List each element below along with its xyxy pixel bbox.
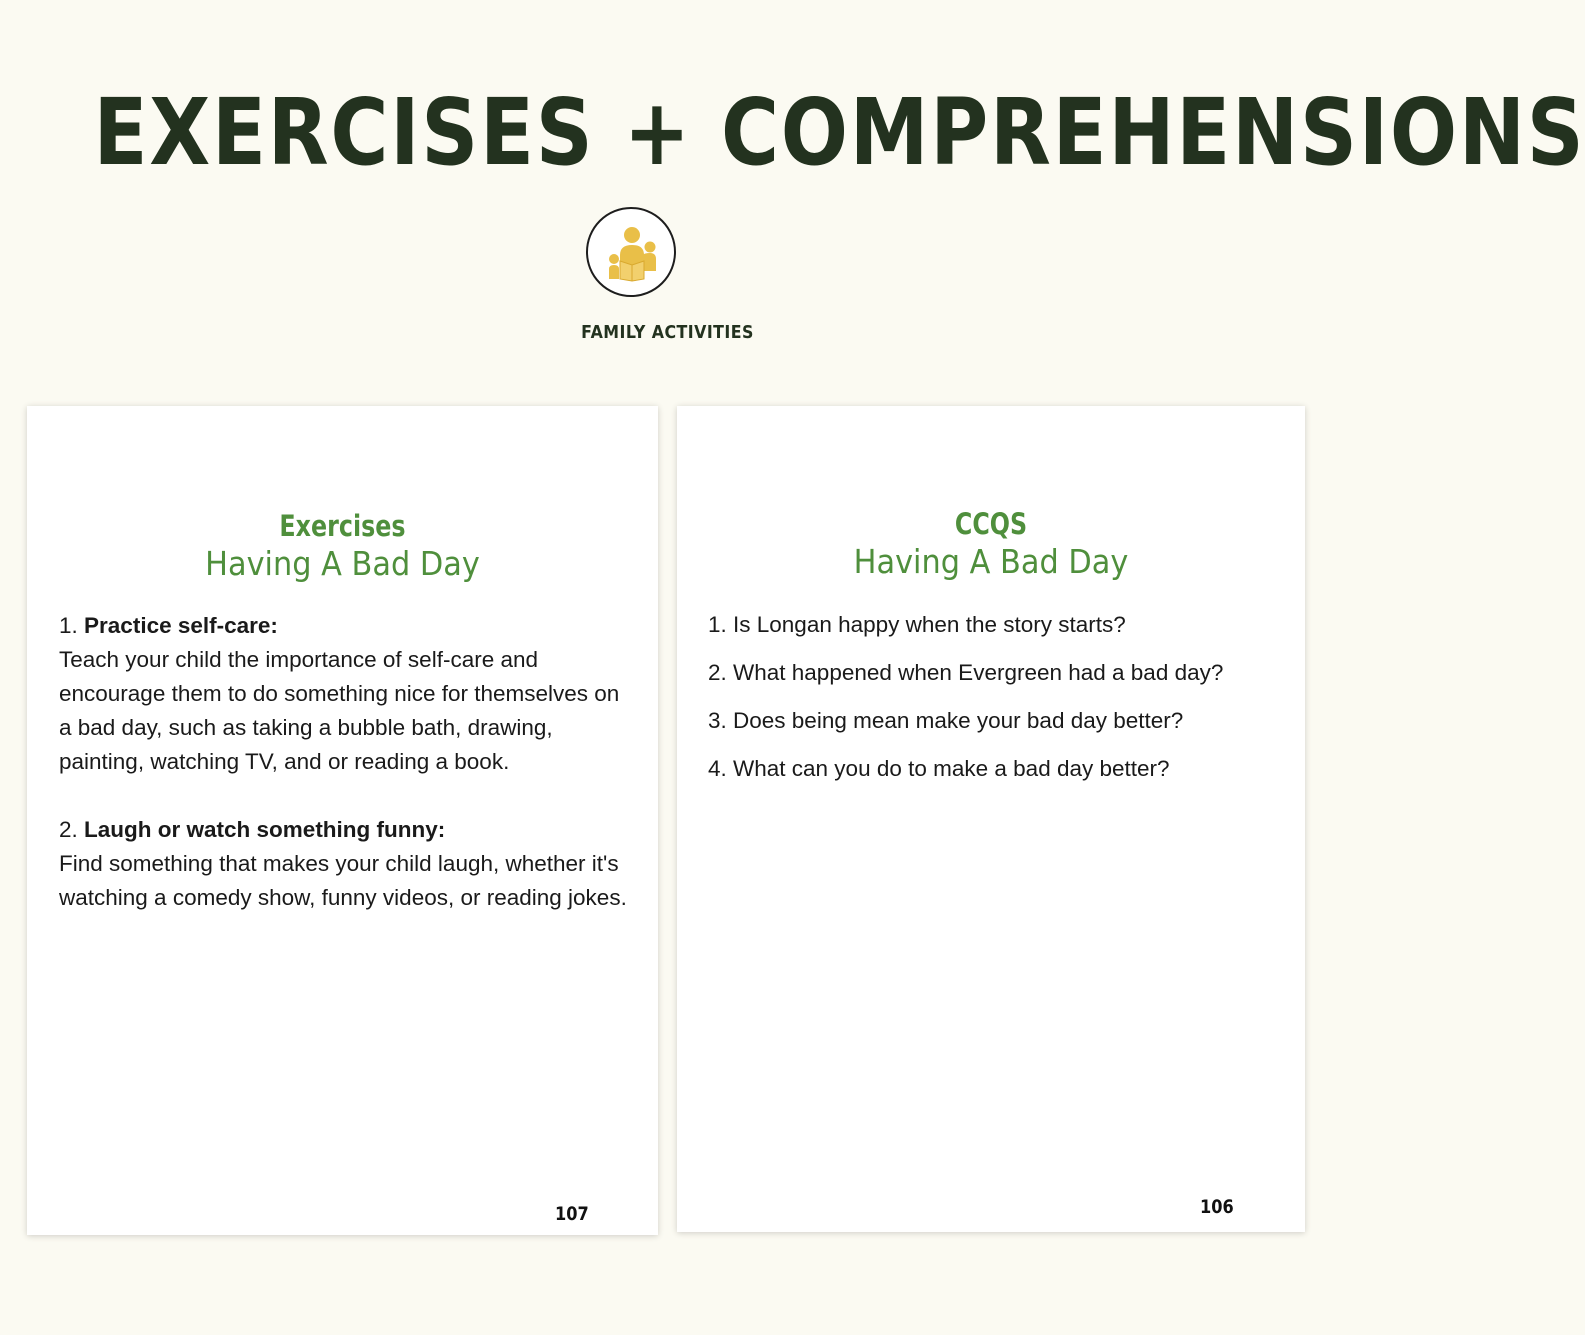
exercise-text: Teach your child the importance of self-care and encourage them to do something nice for themselves on a bad day, such as taking a bubble bath, drawing, painting, watching TV, and or reading a book. <box>59 647 620 774</box>
page-kind: CCQS <box>954 507 1028 541</box>
family-reading-icon <box>606 225 658 281</box>
exercise-item <box>59 813 634 915</box>
exercise-number: 1. <box>59 613 78 638</box>
exercise-number: 2. <box>59 817 78 842</box>
main-title: EXERCISES + COMPREHENSIONS <box>93 79 1585 186</box>
question-item: 1. Is Longan happy when the story starts? <box>708 612 1126 637</box>
page-number: 106 <box>1199 1196 1234 1218</box>
ccqs-heading <box>677 506 1305 582</box>
exercise-text: Find something that makes your child laugh, whether it's watching a comedy show, funny videos, or reading jokes. <box>59 851 627 910</box>
exercise-title: Laugh or watch something funny: <box>84 817 446 842</box>
family-activities-badge <box>586 207 676 297</box>
ccqs-page <box>677 406 1305 1232</box>
page-number: 107 <box>554 1203 589 1225</box>
question-item: 2. What happened when Evergreen had a bad day? <box>708 660 1224 685</box>
question-item: 3. Does being mean make your bad day better? <box>708 708 1184 733</box>
exercise-list <box>59 609 634 949</box>
page-topic: Having A Bad Day <box>853 542 1129 581</box>
question-list <box>708 606 1268 798</box>
exercise-item <box>59 609 634 779</box>
question-item: 4. What can you do to make a bad day better? <box>708 756 1170 781</box>
page-topic: Having A Bad Day <box>205 544 480 583</box>
page-kind: Exercises <box>279 509 406 543</box>
exercise-title: Practice self-care: <box>84 613 278 638</box>
exercises-heading <box>27 508 658 584</box>
badge-label: FAMILY ACTIVITIES <box>581 322 754 343</box>
exercises-page <box>27 406 658 1235</box>
